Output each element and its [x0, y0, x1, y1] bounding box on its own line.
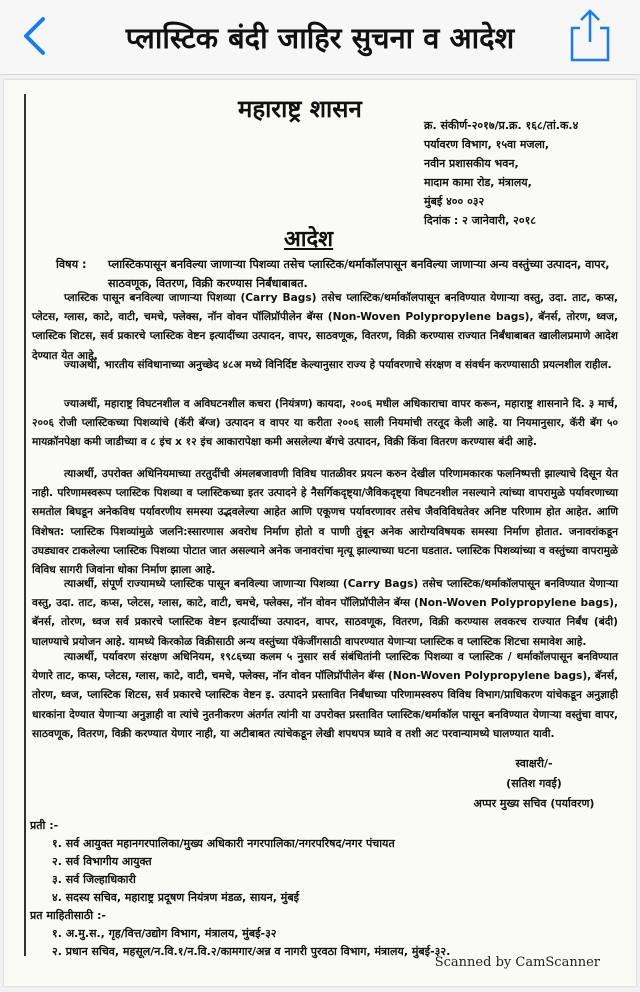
back-button[interactable] [14, 14, 54, 58]
document-heading: महाराष्ट्र शासन [238, 95, 362, 123]
signatory-name: (सतिश गवई) [506, 777, 562, 790]
share-button[interactable] [568, 8, 612, 64]
copy-item: १. सर्व आयुक्त महानगरपालिका/मुख्य अधिकारी नगरपालिका/नगरपरिषद/नगर पंचायत [52, 837, 395, 850]
ref-line: मादाम कामा रोड, मंत्रालय, [424, 176, 532, 189]
paragraph: त्याअर्थी, संपूर्ण राज्यामध्ये प्लास्टिक पासून बनविल्या जाणाऱ्या पिशव्या (Carry Bags) तसेच प्लास्टिक/थर्माकॉलपासून बनविण्यात येणाऱ्या वस्तु, उदा. ताट, कप्स, प्लेटस, ग्लास, काटे, वाटी, चमचे, फ्लेक्स, नॉन वोवन पॉलिप्रॉपीलेन बॅग्स (Non-Woven Polypropylene bags), बॅनर्स, तोरण, ध्वज सर्व प्रकारचे प्लास्टिक वेष्टन इत्यादींच्या उत्पादन, वापर, साठवणूक, वितरण, विक्री करण्यास लवकरच राज्यात निर्बंध (बंदी) घालण्याचे प्रयोजन आहे. यामध्ये किरकोळ विक्रीसाठी अन्य वस्तुंच्या पॅकेजींगसाठी वापरण्यात येणाऱ्या प्लास्टिक व प्लास्टिक शिटचा समावेश आहे. [32, 578, 618, 648]
paragraph: त्याअर्थी, पर्यावरण संरक्षण अधिनियम, १९८६च्या कलम ५ नुसार सर्व संबंधितांनी प्लास्टिक पिशव्या व प्लास्टिक / थर्माकॉलपासून बनविण्यात येणारे ताट, कप्स, प्लेटस, ग्लास, काटे, वाटी, चमचे, फ्लेक्स, नॉन वोवन पॉलिप्रॉपीलेन बॅग्स (Non-Woven Polypropylene bags), बॅनर्स, तोरण, ध्वज, प्लास्टिक शिटस, सर्व प्रकारचे प्लास्टिक वेष्टन इ. उत्पादने प्रस्तावित निर्बंधाच्या परिणामस्वरुप विविध विभाग/प्राधिकरण यांचेकडून अनुज्ञाही धारकांना देण्यात येणाऱ्या अनुज्ञाही वा त्यांचे नुतनीकरण अंतर्गत त्यांनी या उपरोक्त प्रस्तावित प्लास्टिक/थर्माकॉल पासून बनविण्यात येणाऱ्या वस्तुंचा वापर, साठवणूक, वितरण, विक्री करण्यात येणार नाही, या अटीबाबत त्यांचेकडून लेखी शपथपत्र घ्यावे व तशी अट परवान्यामध्ये घालण्यात यावी. [32, 651, 618, 740]
order-title: आदेश [284, 227, 334, 252]
signature-signed: स्वाक्षरी/- [515, 757, 553, 770]
paragraph: प्लास्टिक पासून बनविल्या जाणाऱ्या पिशव्या (Carry Bags) तसेच प्लास्टिक/थर्माकॉलपासून बनविण्यात येणाऱ्या वस्तु, उदा. ताट, कप्स, प्लेटस, ग्लास, काटे, वाटी, चमचे, फ्लेक्स, नॉन वोवन पॉलिप्रॉपीलेन बॅग्स (Non-Woven Polypropylene bags), बॅनर्स, तोरण, ध्वज, प्लास्टिक शिटस, सर्व प्रकारचे प्लास्टिक वेष्टन इत्यादींच्या उत्पादन, वापर, साठवणूक, वितरण, विक्री करण्यास राज्यात निर्बंधाबाबत खालीलप्रमाणे आदेश देण्यात येत आहे. [32, 292, 618, 362]
info-label: प्रत माहितीसाठी :- [30, 909, 106, 922]
scanner-watermark: Scanned by CamScanner [434, 955, 600, 970]
navigation-bar [0, 0, 640, 75]
copies-label: प्रती :- [30, 819, 59, 832]
ref-line: दिनांक : २ जानेवारी, २०१८ [424, 214, 537, 227]
reference-block [424, 116, 634, 230]
scanned-document[interactable] [4, 80, 636, 986]
chevron-left-icon [21, 16, 47, 56]
ref-line: मुंबई ४०० ०३२ [424, 195, 485, 208]
paragraph: ज्याअर्थी, महाराष्ट्र विघटनशील व अविघटनशील कचरा (नियंत्रण) कायदा, २००६ मधील अधिकाराचा वापर करून, महाराष्ट्र शासनाने दि. ३ मार्च, २००६ रोजी प्लास्टिकच्या पिशव्यांचे (कॅरी बॅग्ज) उत्पादन व वापर या करीता २००६ साली नियमांची तरतूद केली आहे. या नियमानुसार, कॅरी बॅग ५० मायक्रॉनपेक्षा कमी जाडीच्या व ८ इंच x १२ इंच आकारापेक्षा कमी असलेल्या बॅगचे उत्पादन, विक्री किंवा वितरण करण्यास बंदी आहे. [32, 398, 618, 449]
share-icon [568, 8, 612, 64]
page-title: प्लास्टिक बंदी जाहिर सुचना व आदेश [125, 20, 515, 55]
info-item: २. प्रधान सचिव, महसूल/न.वि.१/न.वि.२/कामगार/अन्न व नागरी पुरवठा विभाग, मंत्रालय, मुंबई-३२. [52, 945, 451, 958]
paragraph: त्याअर्थी, उपरोक्त अधिनियमाच्या तरतुदींची अंमलबजावणी विविध पातळीवर प्रयत्न करुन देखील परिणामकारक फलनिष्पत्ती झाल्याचे दिसून येत नाही. परिणामस्वरूप प्लास्टिक पिशव्या व प्लास्टिकच्या इतर उत्पादने हे नैसर्गिकदृष्ट्या/जैविकदृष्ट्या विघटनशील नसल्याने त्यांच्या वापरामुळे पर्यावरणाच्या समतोल बिघडून अनेकविध पर्यावरणीय समस्या उद्भवलेल्या आहेत आणि एकूणच पर्यावरणावर तसेच जैवविविधतेवर अनिष्ट परिणाम होत आहेत. आणि विशेषत: प्लास्टिक पिशव्यांमुळे जलनि:स्सारणास अवरोध निर्माण होतो व पाणी तुंबून अनेक आरोग्यविषयक समस्या निर्माण होतात. जनावरांकडून उघड्यावर टाकलेल्या प्लास्टिक पिशव्या पोटात जात असल्याने अनेक जनावरांचा मृत्यू झाल्याच्या घटना घडतात. प्लास्टिक पिशव्यांच्या व वस्तुंच्या वापरामुळे विविध सागरी जिवांना धोका निर्माण झाला आहे. [32, 468, 618, 577]
copy-item: ४. सदस्य सचिव, महाराष्ट्र प्रदूषण नियंत्रण मंडळ, सायन, मुंबई [52, 891, 300, 904]
ref-line: नवीन प्रशासकीय भवन, [424, 157, 519, 170]
subject-label: विषय : [56, 258, 87, 271]
copy-item: ३. सर्व जिल्हाधिकारी [52, 873, 136, 886]
subject-text: प्लास्टिकपासून बनविल्या जाणाऱ्या पिशव्या तसेच प्लास्टिक/थर्माकॉलपासून बनविल्या जाणाऱ्या अन्य वस्तुंच्या उत्पादन, वापर, साठवणूक, वितरण, विक्री करण्यास निर्बंधाबाबत. [108, 258, 610, 290]
copy-item: २. सर्व विभागीय आयुक्त [52, 855, 152, 868]
ref-line: क्र. संकीर्ण-२०१७/प्र.क्र. १६८/तां.क.४ [424, 119, 579, 132]
paragraph: ज्याअर्थी, भारतीय संविधानाच्या अनुच्छेद ४८अ मध्ये विनिर्दिष्ट केल्यानुसार राज्य हे पर्यावरणाचे संरक्षण व संवर्धन करण्यासाठी प्रयत्नशील राहील. [64, 359, 612, 371]
info-item: १. अ.मु.स., गृह/वित्त/उद्योग विभाग, मंत्रालय, मुंबई-३२ [52, 927, 277, 940]
ref-line: पर्यावरण विभाग, १५वा मजला, [424, 138, 550, 151]
copies-block [30, 817, 630, 961]
signatory-designation: अप्पर मुख्य सचिव (पर्यावरण) [473, 797, 595, 810]
signature-block [444, 754, 624, 814]
